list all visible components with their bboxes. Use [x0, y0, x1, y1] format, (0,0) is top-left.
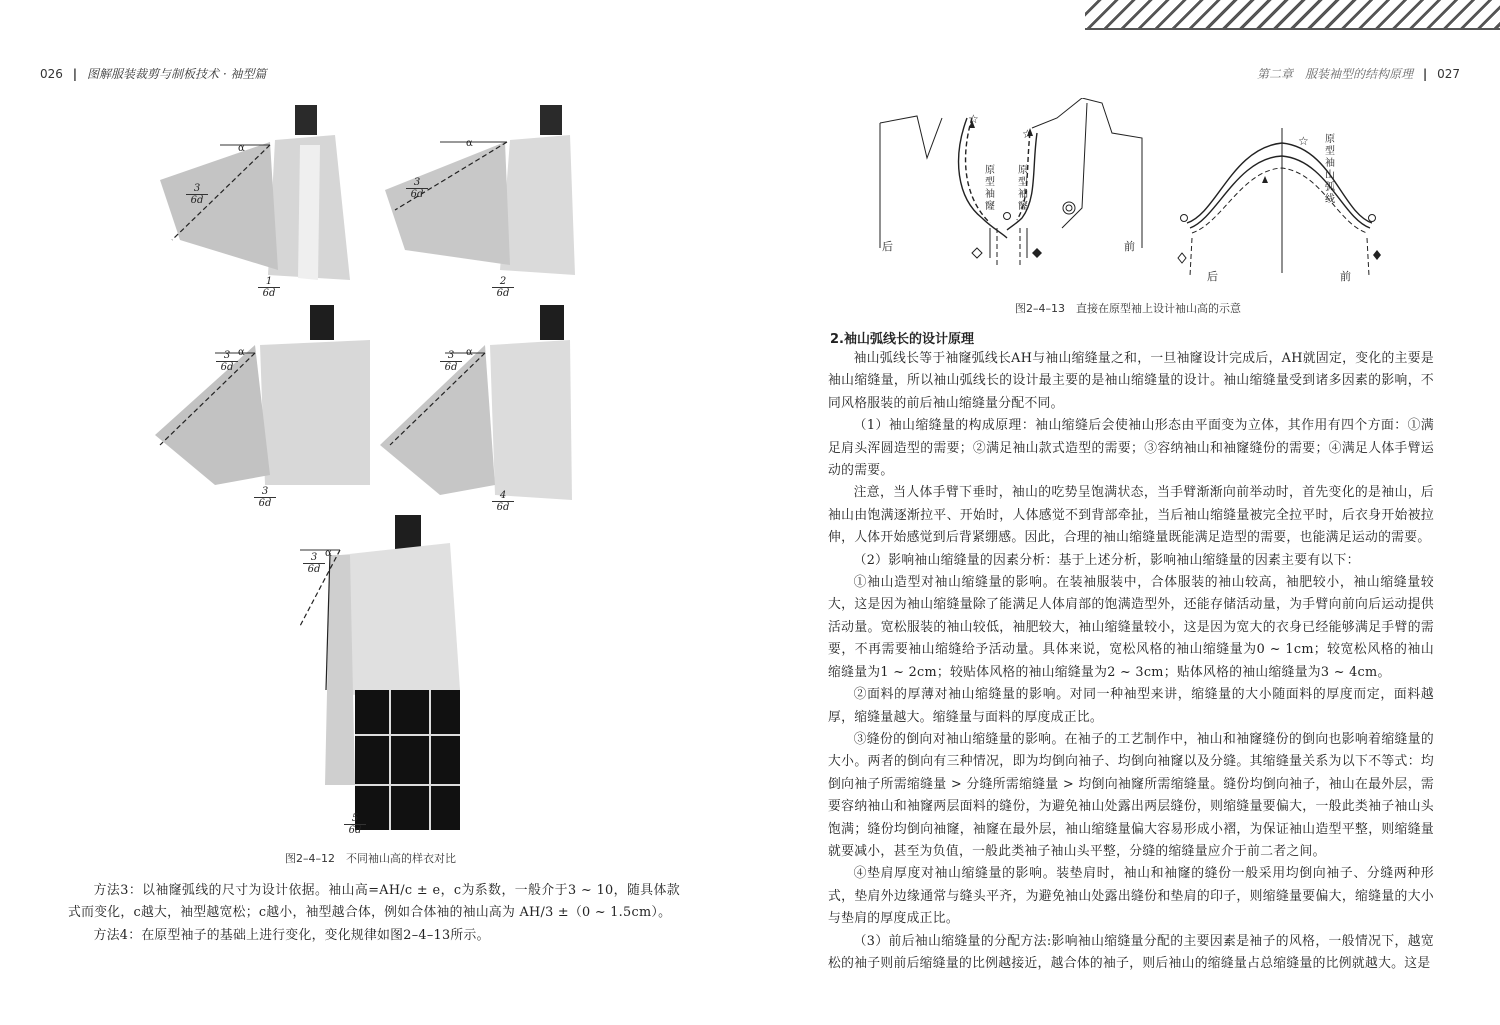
right-running-header: 第二章 服装袖型的结构原理 | 027 — [1257, 67, 1460, 81]
left-page-number: 026 — [40, 67, 63, 81]
alpha-label-3: α — [238, 347, 245, 358]
section-2-paragraph-7: ③缝份的倒向对袖山缩缝量的影响。在袖子的工艺制作中，袖山和袖窿缝份的倒向也影响着缩缝量的大小。两者的倒向有三种情况，即为均倒向袖子、均倒向袖窿以及分缝。其缩缝量关系为以下不等式：均倒向袖子所需缩缝量 > 分缝所需缩缝量 > 均倒向袖窿所需缩缝量。缝份均倒向袖子，袖山在最外层，需要容纳袖山和袖窿两层面料的缝份，为避免袖山处露出两层缝份，则缩缝量要偏大，一般此类袖子袖山头饱满；缝份均倒向袖窿，袖窿在最外层，袖山缩缝量偏大容易形成小褶，为保证袖山造型平整，则缩缝量就要减小，甚至为负值，一般此类袖子袖山头平整，分缝的缩缝量应介于前二者之间。 — [828, 731, 1434, 859]
left-page-body — [68, 880, 680, 947]
book-title: 图解服装裁剪与制板技术 · 袖型篇 — [86, 67, 267, 81]
sample-shirt-photo-3 — [155, 305, 375, 485]
label-front-right: 前 — [1340, 270, 1351, 283]
svg-text:☆: ☆ — [1298, 134, 1309, 148]
inner-fraction-1: $\frac{3}{6d}$ — [186, 183, 208, 206]
label-back-right: 后 — [1207, 270, 1218, 283]
header-stripe-decoration — [1085, 0, 1500, 30]
sample-shirt-photo-4 — [380, 305, 580, 505]
inner-fraction-5: $\frac{3}{6d}$ — [303, 552, 325, 575]
left-running-header: 026 | 图解服装裁剪与制板技术 · 袖型篇 — [40, 67, 267, 81]
sample-shirt-photo-5 — [300, 515, 540, 835]
panel-label-1-6d: $\frac{1}{6d}$ — [258, 276, 280, 299]
label-front-left: 前 — [1124, 240, 1135, 253]
figure-2-4-12-caption: 图2–4–12 不同袖山高的样衣对比 — [285, 852, 456, 865]
inner-fraction-2: $\frac{3}{6d}$ — [406, 177, 428, 200]
section-2-heading: 2.袖山弧线长的设计原理 — [830, 332, 974, 347]
figure-2-4-13-diagram — [872, 98, 1392, 288]
panel-label-3-6d: $\frac{3}{6d}$ — [254, 486, 276, 509]
section-2-paragraph-4: （2）影响袖山缩缝量的因素分析：基于上述分析，影响袖山缩缝量的因素主要有以下： — [853, 552, 1360, 568]
alpha-label-1: α — [238, 143, 245, 154]
inner-fraction-3: $\frac{3}{6d}$ — [216, 350, 238, 373]
alpha-label-5: α — [325, 548, 332, 559]
section-2-paragraph-2: （1）袖山缩缝量的构成原理：袖山缩缝后会使袖山形态由平面变为立体，其作用有四个方面：①满足肩头浑圆造型的需要；②满足袖山款式造型的需要；③容纳袖山和袖窿缝份的需要；④满足人体手臂运动的需要。 — [828, 418, 1434, 479]
method-3-paragraph: 方法3：以袖窿弧线的尺寸为设计依据。袖山高=AH/c ± e，c为系数，一般介于3 ~ 10，随具体款式而变化，c越大，袖型越宽松；c越小，袖型越合体，例如合体袖的袖山高为 AH/3 ±（0 ~ 1.5cm）。 — [68, 883, 680, 921]
section-2-paragraph-8: ④垫肩厚度对袖山缩缝量的影响。装垫肩时，袖山和袖窿的缝份一般采用均倒向袖子、分缝两种形式，垫肩外边缘通常与缝头平齐，为避免袖山处露出缝份和垫肩的印子，则缩缝量要偏大，缩缝量的大小与垫肩的厚度成正比。 — [828, 866, 1434, 927]
alpha-label-2: α — [466, 138, 473, 149]
panel-label-4-6d: $\frac{4}{6d}$ — [492, 490, 514, 513]
panel-label-5-6d: $\frac{5}{6d}$ — [344, 813, 366, 836]
figure-2-4-13-caption: 图2–4–13 直接在原型袖上设计袖山高的示意 — [1015, 302, 1241, 315]
section-2-paragraph-3: 注意，当人体手臂下垂时，袖山的吃势呈饱满状态，当手臂渐渐向前举动时，首先变化的是袖山，后袖山由饱满逐渐拉平、开始时，人体感觉不到背部牵扯，当后袖山缩缝量被完全拉平时，后衣身开始被拉伸，人体开始感觉到后背紧绷感。因此，合理的袖山缩缝量既能满足造型的需要，也能满足运动的需要。 — [828, 485, 1434, 546]
svg-text:☆: ☆ — [1022, 127, 1033, 141]
right-page-number: 027 — [1437, 67, 1460, 81]
method-4-paragraph: 方法4：在原型袖子的基础上进行变化，变化规律如图2–4–13所示。 — [93, 927, 490, 943]
section-2-paragraph-6: ②面料的厚薄对袖山缩缝量的影响。对同一种袖型来讲，缩缝量的大小随面料的厚度而定，面料越厚，缩缝量越大。缩缝量与面料的厚度成正比。 — [828, 687, 1434, 725]
chapter-title: 第二章 服装袖型的结构原理 — [1257, 67, 1414, 81]
label-prototype-armhole-a: 原型袖窿 — [985, 165, 995, 212]
section-2-paragraph-9: （3）前后袖山缩缝量的分配方法:影响袖山缩缝量分配的主要因素是袖子的风格，一般情况下，越宽松的袖子则前后缩缝量的比例越接近，越合体的袖子，则后袖山的缩缝量占总缩缝量的比例就越大。这是 — [828, 933, 1434, 971]
panel-label-2-6d: $\frac{2}{6d}$ — [492, 276, 514, 299]
label-prototype-sleeve-cap: 原型袖山弧线 — [1325, 134, 1335, 205]
section-2-paragraph-5: ①袖山造型对袖山缩缝量的影响。在装袖服装中，合体服装的袖山较高，袖肥较小，袖山缩缝量较大，这是因为袖山缩缝量除了能满足人体肩部的饱满造型外，还能存储活动量，为手臂向前向后运动提供活动量。宽松服装的袖山较低，袖肥较大，袖山缩缝量较小，这是因为宽大的衣身已经能够满足手臂的需要，不再需要袖山缩缝给予活动量。具体来说，宽松风格的袖山缩缝量为0 ~ 1cm；较宽松风格的袖山缩缝量为1 ~ 2cm；较贴体风格的袖山缩缝量为2 ~ 3cm；贴体风格的袖山缩缝量为3 ~ 4cm。 — [828, 575, 1434, 680]
alpha-label-4: α — [466, 347, 473, 358]
inner-fraction-4: $\frac{3}{6d}$ — [440, 350, 462, 373]
label-back-left: 后 — [882, 240, 893, 253]
right-page-body — [828, 348, 1434, 975]
svg-text:☆: ☆ — [968, 112, 979, 126]
section-2-paragraph-1: 袖山弧线长等于袖窿弧线长AH与袖山缩缝量之和，一旦袖窿设计完成后，AH就固定，变化的主要是袖山缩缝量，所以袖山弧线长的设计最主要的是袖山缩缝量的设计。袖山缩缝量受到诸多因素的影响，不同风格服装的前后袖山缩缝量分配不同。 — [828, 351, 1434, 411]
label-prototype-armhole-b: 原型袖窿 — [1018, 165, 1028, 212]
